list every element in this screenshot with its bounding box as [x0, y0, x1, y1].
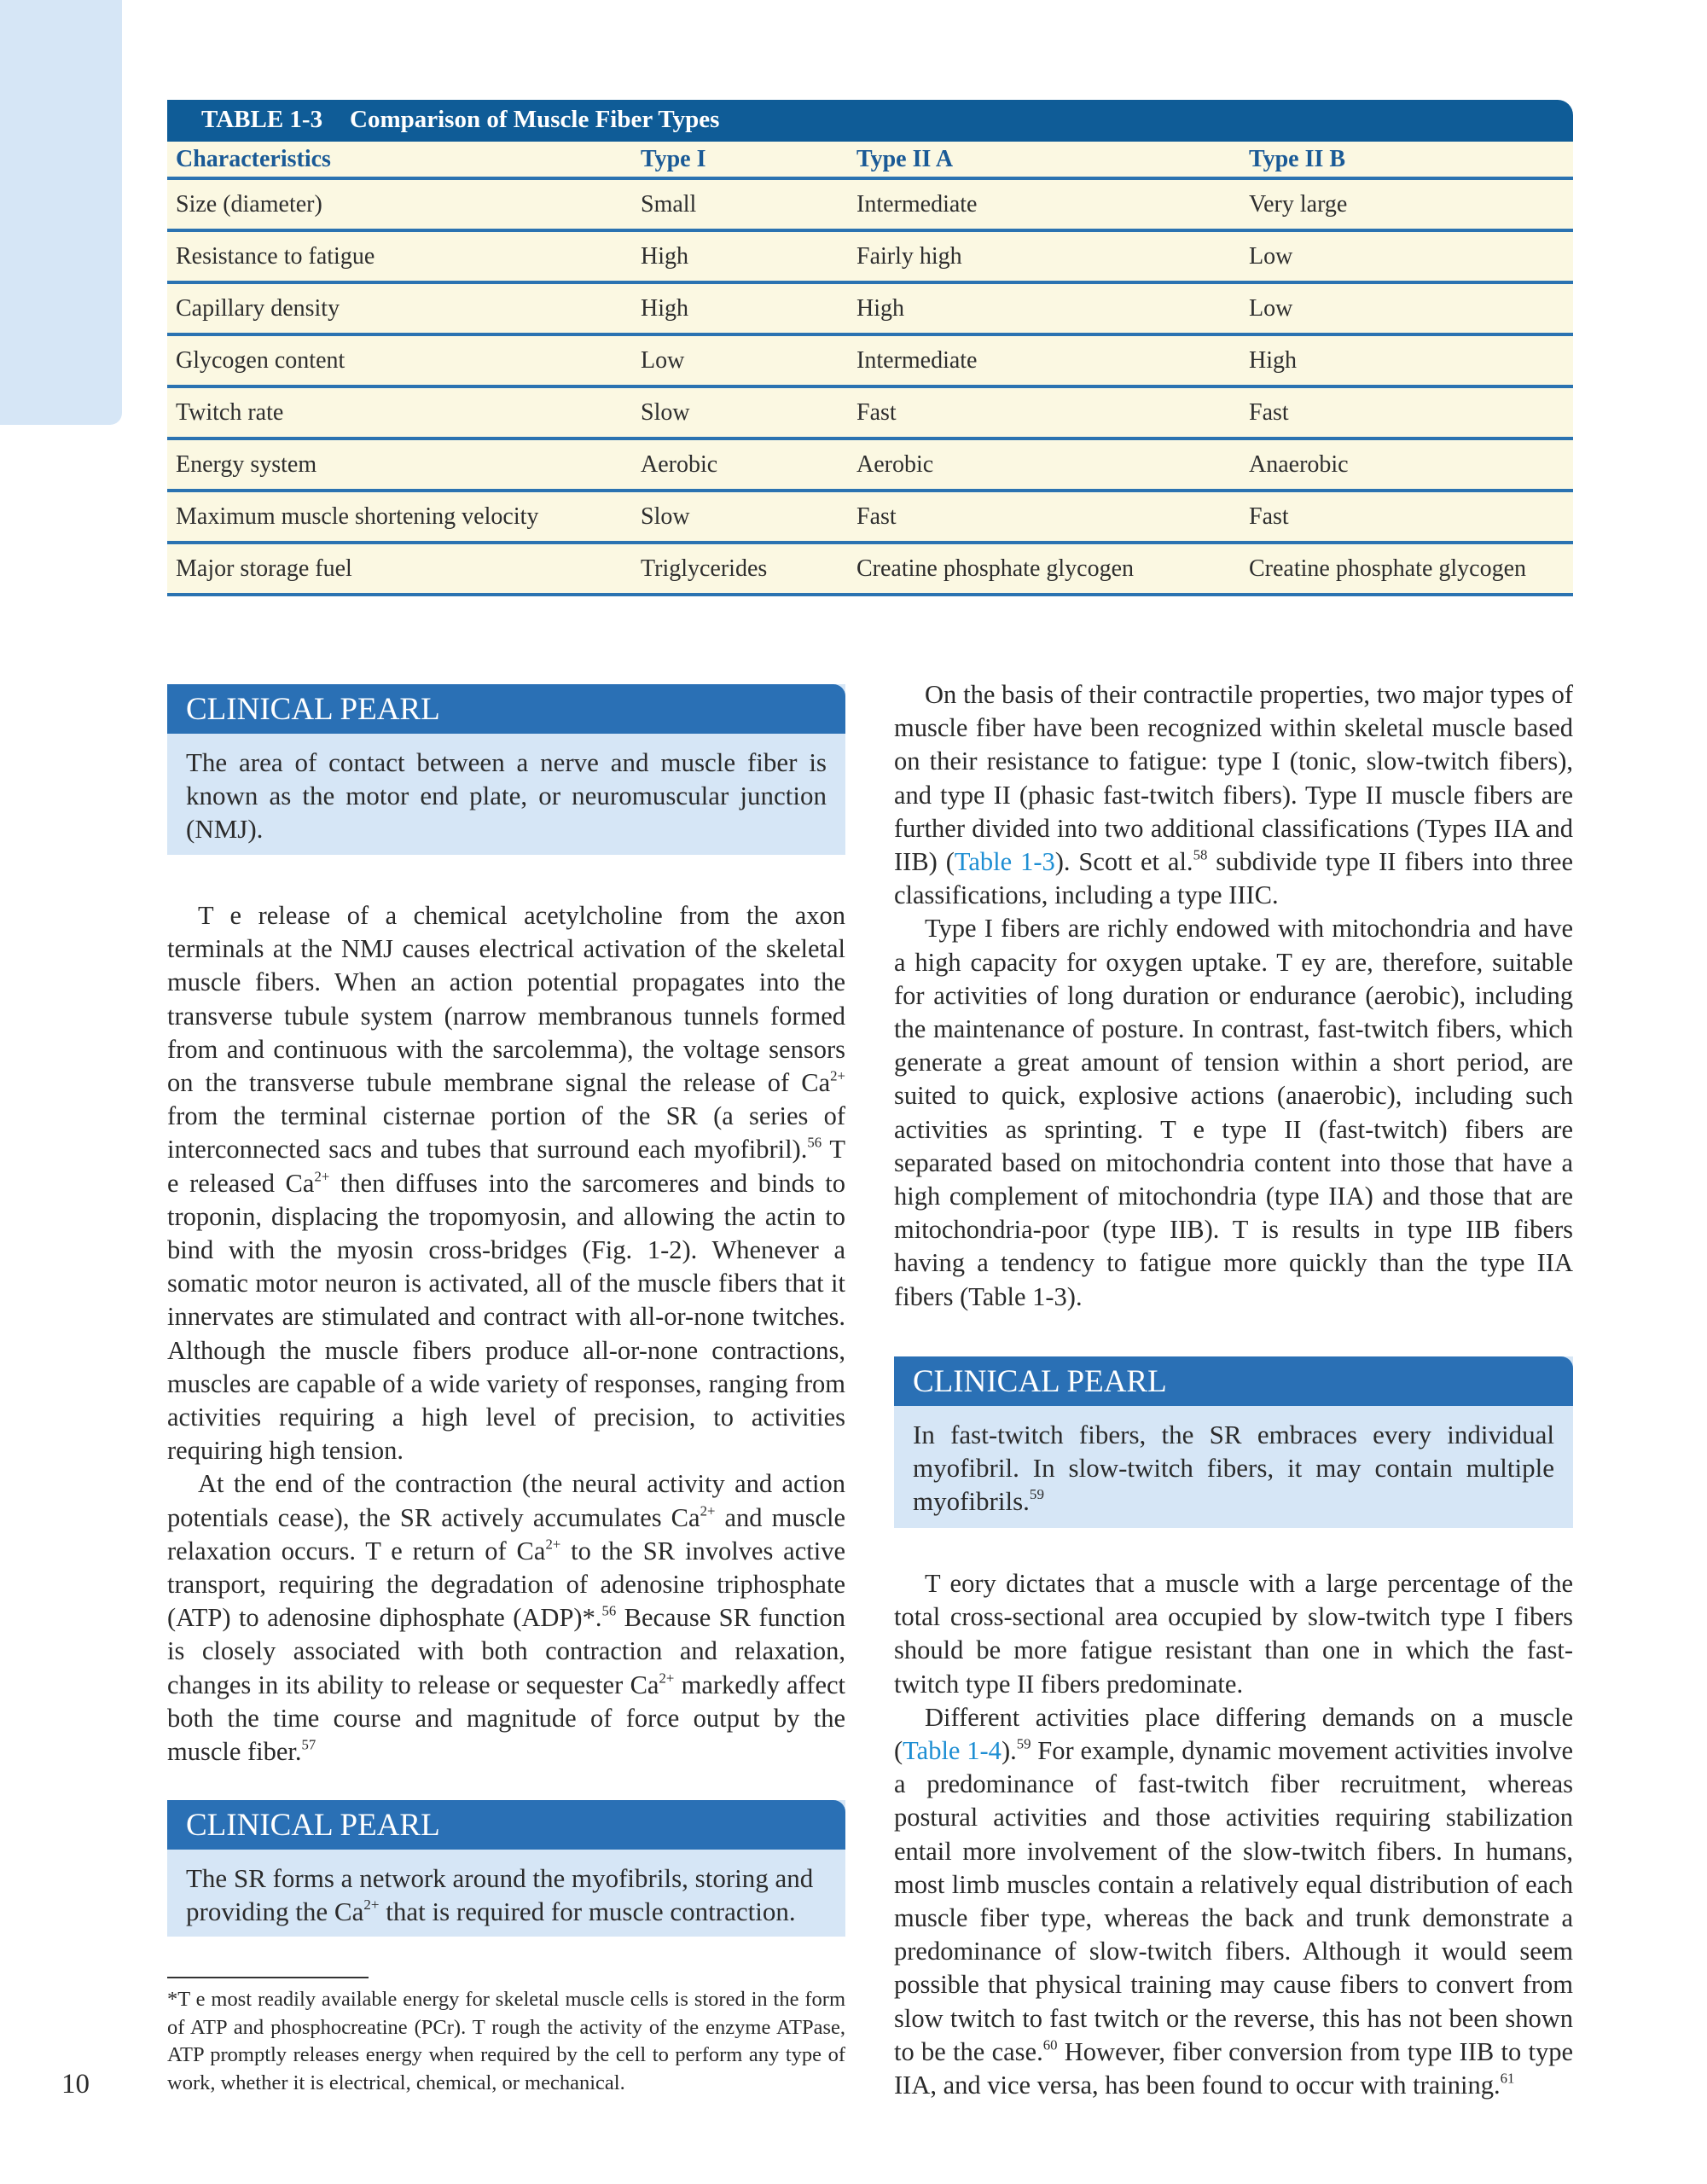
left-column-text	[167, 899, 845, 1769]
table-cell: High	[641, 242, 688, 270]
clinical-pearl-text: The SR forms a network around the myofibrils, storing and providing the $Ca^{2+}$ that is required for muscle contraction.	[186, 1863, 814, 1926]
footnote-rule	[167, 1977, 369, 1978]
table-row	[167, 284, 1573, 336]
footnote: *T e most readily available energy for skeletal muscle cells is stored in the form of ATP and phosphocreatine (PCr). T rough the activity of the enzyme ATPase, ATP promptly releases energy when required by the cell to perform any type of work, whether it is electrical, chemical, or mechanical.	[167, 1988, 845, 2094]
table-cell: Aerobic	[856, 450, 934, 478]
table-caption: Comparison of Muscle Fiber Types	[350, 105, 720, 133]
table-row	[167, 440, 1573, 492]
table-row	[167, 388, 1573, 440]
right-column-text-top	[894, 678, 1573, 1314]
body-paragraph: On the basis of their contractile properties, two major types of muscle fiber have been recognized within skeletal muscle based on their resistance to fatigue: type I (tonic, slow-twitch fibers), and type II (phasic fast-twitch fibers). Type II muscle fibers are further divided into two additional classifications (Types IIA and IIB) (Table 1-3). Scott et al.$^{58}$ subdivide type II fibers into three classifications, including a type IIIC.	[894, 680, 1573, 910]
table-cell: Twitch rate	[176, 398, 284, 426]
table-cell: Size (diameter)	[176, 190, 322, 218]
table-cell: Triglycerides	[641, 555, 768, 582]
table-cell: Very large	[1249, 190, 1348, 218]
table-cell: Anaerobic	[1249, 450, 1349, 478]
table-header-cell: Type II A	[856, 145, 954, 172]
clinical-pearl-fast-twitch	[894, 1356, 1573, 1528]
table-cell: High	[641, 294, 688, 322]
clinical-pearl-text: The area of contact between a nerve and muscle fiber is known as the motor end plate, or neuromuscular junction (NMJ).	[186, 747, 827, 844]
table-cell: Aerobic	[641, 450, 718, 478]
table-cell: Low	[641, 346, 685, 374]
table-cell: High	[1249, 346, 1297, 374]
table-row	[167, 336, 1573, 388]
table-cell: Energy system	[176, 450, 317, 478]
table-cell: Slow	[641, 398, 690, 426]
table-cell: Capillary density	[176, 294, 340, 322]
table-row	[167, 232, 1573, 284]
table-cell: Intermediate	[856, 346, 978, 374]
table-title-bar	[167, 100, 1573, 139]
clinical-pearl-title: CLINICAL PEARL	[167, 684, 845, 734]
table-cell: Glycogen content	[176, 346, 345, 374]
table-cell: Maximum muscle shortening velocity	[176, 502, 539, 530]
table-cell: Low	[1249, 242, 1293, 270]
clinical-pearl-sr-network	[167, 1800, 845, 1937]
clinical-pearl-title: CLINICAL PEARL	[167, 1800, 845, 1850]
right-column-text-bottom	[894, 1567, 1573, 2102]
table-cell: Slow	[641, 502, 690, 530]
table-row	[167, 544, 1573, 596]
table-cell: Low	[1249, 294, 1293, 322]
clinical-pearl-text: In fast-twitch fibers, the SR embraces every individual myofibril. In slow-twitch fibers, it may contain multiple myofibrils.$^{59}$	[913, 1420, 1554, 1516]
body-paragraph: T eory dictates that a muscle with a large percentage of the total cross-sectional area occupied by slow-twitch type I fibers should be more fatigue resistant than one in which the fast-twitch type II fibers predominate.	[894, 1569, 1573, 1699]
clinical-pearl-nmj	[167, 684, 845, 855]
table-cell: Fast	[856, 502, 897, 530]
body-paragraph: T e release of a chemical acetylcholine from the axon terminals at the NMJ causes electrical activation of the skeletal muscle fibers. When an action potential propagates into the transverse tubule system (narrow membranous tunnels formed from and continuous with the sarcolemma), the voltage sensors on the transverse tubule membrane signal the release of $Ca^{2+}$ from the terminal cisternae portion of the SR (a series of interconnected sacs and tubes that surround each myofibril).$^{56}$ T e released $Ca^{2+}$ then diffuses into the sarcomeres and binds to troponin, displacing the tropomyosin, and allowing the actin to bind with the myosin cross-bridges (Fig. 1-2). Whenever a somatic motor neuron is activated, all of the muscle fibers that it innervates are stimulated and contract with all-or-none twitches. Although the muscle fibers produce all-or-none contractions, muscles are capable of a wide variety of responses, ranging from activities requiring a high level of precision, to activities requiring high tension.	[167, 901, 845, 1466]
chapter-side-tab	[0, 0, 122, 425]
table-cell: Resistance to fatigue	[176, 242, 375, 270]
table-cell: Intermediate	[856, 190, 978, 218]
page-number: 10	[61, 2069, 90, 2100]
body-paragraph: Different activities place differing demands on a muscle (Table 1-4).$^{59}$ For example, dynamic movement activities involve a predominance of fast-twitch fiber recruitment, whereas postural activities and those activities requiring stabilization entail more involvement of the slow-twitch fibers. In humans, most limb muscles contain a relatively equal distribution of each muscle fiber type, whereas the back and trunk demonstrate a predominance of slow-twitch fibers. Although it would seem possible that physical training may cause fibers to convert from slow twitch to fast twitch or the reverse, this has not been shown to be the case.$^{60}$ However, fiber conversion from type IIB to type IIA, and vice versa, has been found to occur with training.$^{61}$	[894, 1702, 1573, 2100]
table-label: TABLE 1-3	[201, 105, 323, 133]
table-cell: Fast	[1249, 398, 1289, 426]
table-cell: Small	[641, 190, 697, 218]
body-paragraph: At the end of the contraction (the neural activity and action potentials cease), the SR actively accumulates $Ca^{2+}$ and muscle relaxation occurs. T e return of $Ca^{2+}$ to the SR involves active transport, requiring the degradation of adenosine triphosphate (ATP) to adenosine diphosphate (ADP)*.$^{56}$ Because SR function is closely associated with both contraction and relaxation, changes in its ability to release or sequester $Ca^{2+}$ markedly affect both the time course and magnitude of force output by the muscle fiber.$^{57}$	[167, 1469, 845, 1767]
table-cell: Fast	[856, 398, 897, 426]
clinical-pearl-title: CLINICAL PEARL	[894, 1356, 1573, 1406]
table-header-row	[167, 139, 1573, 180]
table-cell: Fairly high	[856, 242, 962, 270]
table-row	[167, 180, 1573, 232]
table-cell: High	[856, 294, 904, 322]
body-paragraph: Type I fibers are richly endowed with mitochondria and have a high capacity for oxygen uptake. T ey are, therefore, suitable for activities of long duration or endurance (aerobic), including the maintenance of posture. In contrast, fast-twitch fibers, which generate a great amount of tension within a short period, are suited to quick, explosive actions (anaerobic), including such activities as sprinting. T e type II (fast-twitch) fibers are separated based on mitochondria content into those that have a high complement of mitochondria (type IIA) and those that are mitochondria-poor (type IIB). T is results in type IIB fibers having a tendency to fatigue more quickly than the type IIA fibers (Table 1-3).	[894, 914, 1573, 1311]
table-header-cell: Characteristics	[176, 145, 331, 172]
table-header-cell: Type I	[641, 145, 706, 172]
table-header-cell: Type II B	[1249, 145, 1346, 172]
table-cell: Creatine phosphate glycogen	[1249, 555, 1527, 582]
table-cell: Fast	[1249, 502, 1289, 530]
table-cell: Major storage fuel	[176, 555, 352, 582]
table-cell: Creatine phosphate glycogen	[856, 555, 1135, 582]
table-row	[167, 492, 1573, 544]
muscle-fiber-table	[167, 100, 1573, 596]
